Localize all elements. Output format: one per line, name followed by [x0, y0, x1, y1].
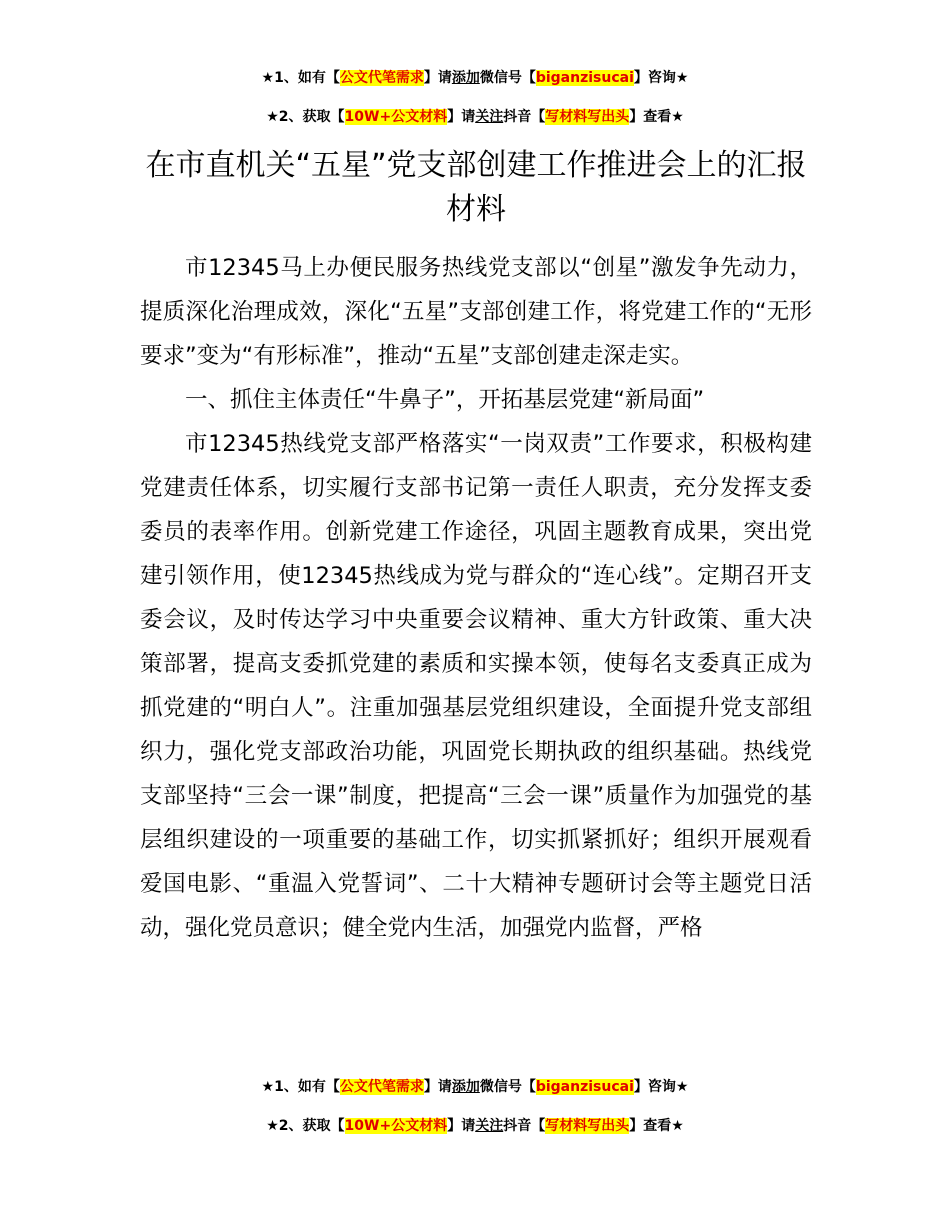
banner-text: 】咨询 [633, 1079, 676, 1095]
banner-underlined: 添加 [451, 70, 480, 86]
banner-text: 】请 [447, 109, 476, 125]
footer-banner-line-1 [0, 1077, 950, 1097]
header-banner-line-2 [0, 107, 950, 127]
document-body [140, 246, 812, 950]
banner-text: 1、如有【 [274, 70, 340, 86]
paragraph-body: 市12345热线党支部严格落实“一岗双责”工作要求，积极构建党建责任体系，切实履行支部书记第一责任人职责，充分发挥支委委员的表率作用。创新党建工作途径，巩固主题教育成果，突出党建引领作用，使12345热线成为党与群众的“连心线”。定期召开支委会议，及时传达学习中央重要会议精神、重大方针政策、重大决策部署，提高支委抓党建的素质和实操本领，使每名支委真正成为抓党建的“明白人”。注重加强基层党组织建设，全面提升党支部组织力，强化党支部政治功能，巩固党长期执政的组织基础。热线党支部坚持“三会一课”制度，把提高“三会一课”质量作为加强党的基层组织建设的一项重要的基础工作，切实抓紧抓好；组织开展观看爱国电影、“重温入党誓词”、二十大精神专题研讨会等主题党日活动，强化党员意识；健全党内生活，加强党内监督，严格 [140, 431, 812, 941]
banner-text: 】请 [423, 70, 452, 86]
banner-text: 1、如有【 [274, 1079, 340, 1095]
banner-highlight: biganzisucai [535, 70, 634, 86]
banner-highlight: 写材料写出头 [545, 1118, 630, 1134]
banner-highlight: 写材料写出头 [545, 109, 630, 125]
banner-text: 】请 [447, 1118, 476, 1134]
banner-text: 抖音【 [503, 109, 546, 125]
banner-text: 】查看 [629, 1118, 672, 1134]
header-banner-line-1 [0, 68, 950, 88]
star-icon: ★ [266, 109, 279, 125]
banner-text: 】咨询 [633, 70, 676, 86]
section-heading: 一、抓住主体责任“牛鼻子”，开拓基层党建“新局面” [185, 387, 705, 413]
banner-text: 微信号【 [479, 1079, 536, 1095]
banner-highlight: 10W+公文材料 [344, 109, 448, 125]
star-icon: ★ [675, 70, 689, 86]
star-icon: ★ [671, 1118, 684, 1134]
banner-text: 】查看 [629, 109, 672, 125]
star-icon: ★ [261, 1079, 275, 1095]
banner-highlight: 公文代笔需求 [339, 1079, 424, 1095]
banner-highlight: biganzisucai [535, 1079, 634, 1095]
star-icon: ★ [675, 1079, 689, 1095]
banner-highlight: 公文代笔需求 [339, 70, 424, 86]
banner-underlined: 添加 [451, 1079, 480, 1095]
banner-underlined: 关注 [475, 109, 504, 125]
banner-text: 2、获取【 [278, 109, 345, 125]
footer-banner-line-2 [0, 1116, 950, 1136]
star-icon: ★ [261, 70, 275, 86]
document-title: 在市直机关“五星”党支部创建工作推进会上的汇报材料 [145, 148, 807, 227]
banner-text: 微信号【 [479, 70, 536, 86]
banner-underlined: 关注 [475, 1118, 504, 1134]
banner-text: 抖音【 [503, 1118, 546, 1134]
banner-text: 2、获取【 [278, 1118, 345, 1134]
banner-text: 】请 [423, 1079, 452, 1095]
paragraph-intro: 市12345马上办便民服务热线党支部以“创星”激发争先动力，提质深化治理成效，深化“五星”支部创建工作，将党建工作的“无形要求”变为“有形标准”，推动“五星”支部创建走深走实。 [140, 255, 812, 369]
banner-highlight: 10W+公文材料 [344, 1118, 448, 1134]
star-icon: ★ [671, 109, 684, 125]
star-icon: ★ [266, 1118, 279, 1134]
